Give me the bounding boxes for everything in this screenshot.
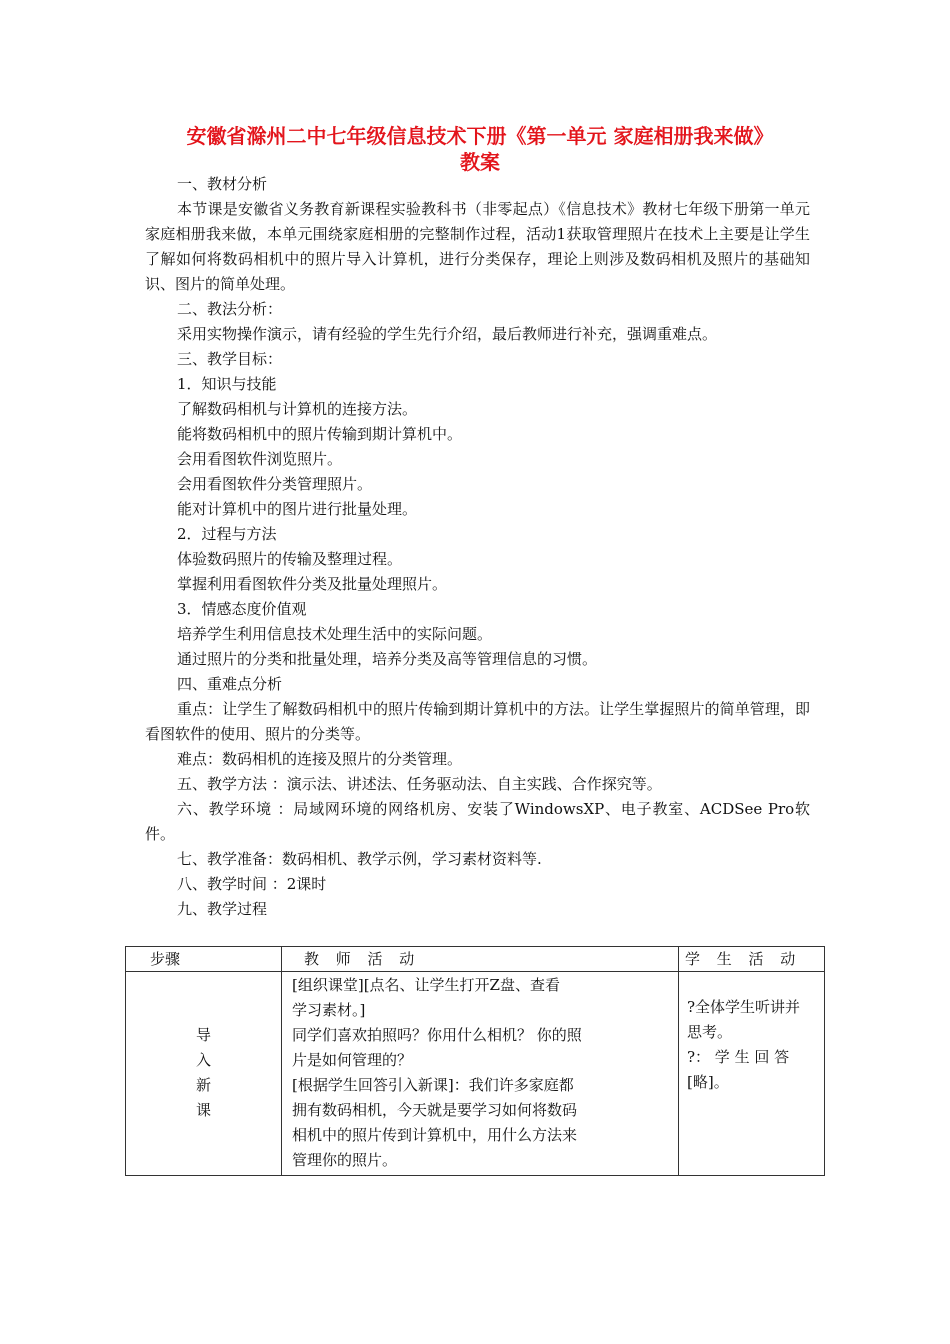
step-char: 入 [195, 1051, 211, 1069]
subheading-values: 3．情感态度价值观 [177, 600, 307, 618]
student-line: [略]。 [687, 1073, 729, 1091]
teacher-line: [根据学生回答引入新课]：我们许多家庭都 [292, 1076, 574, 1094]
lesson-process-table [125, 946, 825, 1176]
goal-item: 会用看图软件分类管理照片。 [177, 475, 373, 493]
section-teaching-methods: 五、教学方法 ：演示法、讲述法、任务驱动法、自主实践、合作探究等。 [177, 775, 662, 793]
step-char: 课 [195, 1101, 211, 1119]
header-step: 步骤 [126, 947, 282, 972]
teacher-line: [组织课堂][点名、让学生打开Z盘、查看 [292, 976, 560, 994]
section-heading-keypoints: 四、重难点分析 [177, 675, 283, 693]
document-title-line1: 安徽省滁州二中七年级信息技术下册《第一单元 家庭相册我来做》 [186, 124, 774, 148]
goal-item: 了解数码相机与计算机的连接方法。 [177, 400, 418, 418]
teacher-line: 拥有数码相机，今天就是要学习如何将数码 [292, 1101, 578, 1119]
step-cell [126, 972, 282, 1176]
goal-item: 培养学生利用信息技术处理生活中的实际问题。 [177, 625, 493, 643]
document-body [145, 172, 810, 922]
section-heading-analysis: 一、教材分析 [177, 175, 268, 193]
student-line: ?： 学 生 回 答 [687, 1048, 790, 1066]
teacher-activity-cell [282, 972, 679, 1176]
teacher-line: 学习素材。] [292, 1001, 366, 1019]
student-line: 思考。 [687, 1023, 733, 1041]
subheading-knowledge: 1．知识与技能 [177, 375, 277, 393]
goal-item: 掌握利用看图软件分类及批量处理照片。 [177, 575, 448, 593]
goal-item: 能将数码相机中的照片传输到期计算机中。 [177, 425, 463, 443]
section-teaching-environment: 六、教学环境 ：局域网环境的网络机房、安装了WindowsXP、电子教室、ACDSee Pro软件。 [145, 800, 810, 843]
subheading-process: 2．过程与方法 [177, 525, 277, 543]
teacher-line: 同学们喜欢拍照吗？你用什么相机？ 你的照 [292, 1026, 582, 1044]
section-teaching-process: 九、教学过程 [177, 900, 268, 918]
paragraph-method: 采用实物操作演示，请有经验的学生先行介绍，最后教师进行补充，强调重难点。 [177, 325, 718, 343]
section-teaching-preparation: 七、教学准备：数码相机、教学示例，学习素材资料等. [177, 850, 542, 868]
step-char: 新 [195, 1076, 211, 1094]
goal-item: 体验数码照片的传输及整理过程。 [177, 550, 403, 568]
table-header-row [126, 947, 825, 972]
paragraph-keypoint: 重点：让学生了解数码相机中的照片传输到期计算机中的方法。让学生掌握照片的简单管理，即看图软件的使用、照片的分类等。 [145, 700, 810, 743]
section-teaching-time: 八、教学时间 ：2课时 [177, 875, 327, 893]
goal-item: 通过照片的分类和批量处理，培养分类及高等管理信息的习惯。 [177, 650, 598, 668]
student-line: ?全体学生听讲并 [687, 998, 801, 1016]
teacher-line: 相机中的照片传到计算机中，用什么方法来 [292, 1126, 578, 1144]
step-char: 导 [195, 1026, 211, 1044]
teacher-line: 片是如何管理的？ [292, 1051, 413, 1069]
paragraph-difficulty: 难点：数码相机的连接及照片的分类管理。 [177, 750, 463, 768]
goal-item: 会用看图软件浏览照片。 [177, 450, 343, 468]
paragraph-analysis: 本节课是安徽省义务教育新课程实验教科书（非零起点）《信息技术》教材七年级下册第一单元家庭相册我来做，本单元围绕家庭相册的完整制作过程，活动1获取管理照片在技术上主要是让学生了解如何将数码相机中的照片导入计算机，进行分类保存，理论上则涉及数码相机及照片的基础知识、图片的简单处理。 [145, 200, 810, 293]
teacher-line: 管理你的照片。 [292, 1151, 398, 1169]
table-row [126, 972, 825, 1176]
goal-item: 能对计算机中的图片进行批量处理。 [177, 500, 418, 518]
section-heading-goals: 三、教学目标： [177, 350, 283, 368]
document-title-line2: 教案 [460, 150, 500, 174]
header-student-activity: 学 生 活 动 [679, 947, 825, 972]
header-teacher-activity: 教 师 活 动 [282, 947, 679, 972]
section-heading-method: 二、教法分析： [177, 300, 283, 318]
student-activity-cell [679, 972, 825, 1176]
